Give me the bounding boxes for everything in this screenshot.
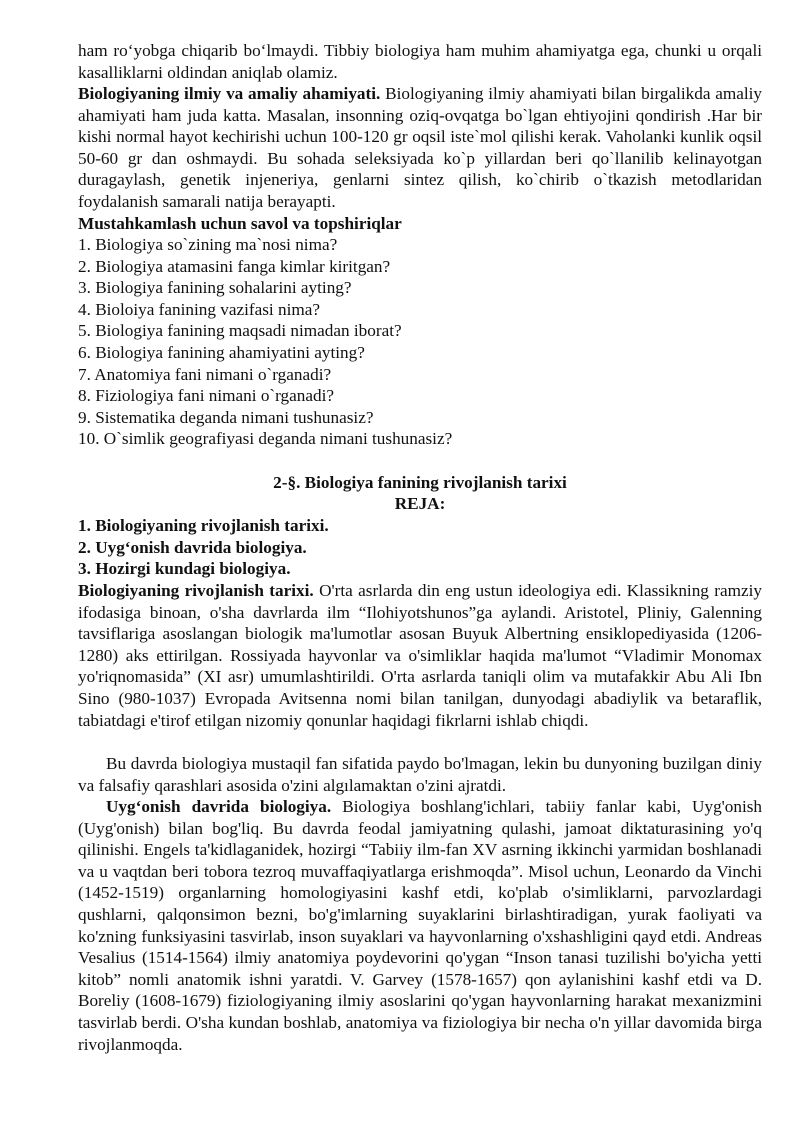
- plan-item: 1. Biologiyaning rivojlanish tarixi.: [78, 516, 329, 535]
- scientific-paragraph: [78, 83, 762, 213]
- section-title: 2-§. Biologiya fanining rivojlanish tarixi: [273, 473, 567, 492]
- period-paragraph: [78, 753, 762, 796]
- history-heading: Biologiyaning rivojlanish tarixi.: [78, 581, 314, 600]
- scientific-heading: Biologiyaning ilmiy va amaliy ahamiyati.: [78, 84, 381, 103]
- question-item: 7. Anatomiya fani nimani o`rganadi?: [78, 364, 332, 384]
- plan-list: [78, 515, 762, 580]
- plan-item: 2. Uyg‘onish davrida biologiya.: [78, 537, 307, 557]
- scientific-text: Biologiyaning ilmiy ahamiyati bilan birgalikda amaliy ahamiyati ham juda katta. Masalan, insonning oziq-ovqatga bo`lgan ehtiyojini qondirish .Har bir kishi normal hayot kechirishi uchun 100-120 gr oqsil iste`mol qilishi kerak. Vaholanki kunlik oqsil 50-60 gr dan oshmaydi. Bu sohada seleksiyada ko`p yillardan beri qo`llanilib kelinayotgan duragaylash, genetik injeneriya, genlarni sintez qilish, ko`chirib o`tkazish metodlaridan foydalanish samarali natija berayapti.: [78, 84, 763, 211]
- questions-list: [78, 234, 762, 450]
- renaissance-text: Biologiya boshlang'ichlari, tabiiy fanlar kabi, Uyg'onish (Uyg'onish) bilan bog'liq. Bu davrda feodal jamiyatning qulashi, jamoat diktaturasining yo'q qilinishi. Engels ta'kidlaganidek, hozirgi “Tabiiy ilm-fan XV asrning ikkinchi yarmidan boshlanadi va u vaqtdan beri tobora tezroq muvaffaqiyatlarga erishmoqda”. Misol uchun, Leonardo da Vinchi (1452-1519) organlarning homologiyasini kashf etdi, ko'plab o'simliklarni, parvozlardagi qushlarni, qalqonsimon bezni, bo'g'imlarning suyaklarini birlashtiradigan, yurak faoliyati va ko'zning funksiyasini tasvirlab, inson suyaklari va hayvonlarning o'xshashligini qayd etdi. Andreas Vesalius (1514-1564) ilmiy anatomiya poydevorini qo'ygan “Inson tanasi tuzilishi bo'yicha yetti kitob” nomli anatomik ishni yaratdi. V. Garvey (1578-1657) qon aylanishini kashf etdi va D. Boreliy (1608-1679) fiziologiyaning ilmiy asoslarini qo'ygan hayvonlarning harakat mexanizmini tasvirlab berdi. O'sha kundan boshlab, anatomiya va fiziologiya bir necha o'n yillar davomida birga rivojlanmoqda.: [78, 797, 763, 1054]
- intro-text: ham ro‘yobga chiqarib bo‘lmaydi. Tibbiy biologiya ham muhim ahamiyatga ega, chunki u orqali kasalliklarni oldindan aniqlab olamiz.: [78, 41, 762, 82]
- questions-heading: Mustahkamlash uchun savol va topshiriqlar: [78, 214, 402, 233]
- renaissance-paragraph: [78, 796, 762, 1055]
- plan-label: REJA:: [394, 494, 446, 513]
- question-item: 10. O`simlik geografiyasi deganda nimani tushunasiz?: [78, 429, 453, 449]
- question-item: 4. Bioloiya fanining vazifasi nima?: [78, 299, 320, 319]
- history-paragraph: [78, 580, 762, 731]
- question-item: 3. Biologiya fanining sohalarini ayting?: [78, 278, 352, 298]
- question-item: 1. Biologiya so`zining ma`nosi nima?: [78, 235, 338, 254]
- history-text: O'rta asrlarda din eng ustun ideologiya edi. Klassikning ramziy ifodasiga binoan, o'sha davrlarda ilm “Ilohiyotshunos”ga aylandi. Aristotel, Pliniy, Galenning tavsiflariga asoslangan biologik ma'lumotlar asosan Buyuk Albertning ensiklopediyasida (1206-1280) aks ettirilgan. Rossiyada hayvonlar va o'simliklar haqida ma'lumot “Vladimir Monomax yo'riqnomasida” (XI asr) umumlashtirildi. O'rta asrlarda taniqli olim va mutafakkir Abu Ali Ibn Sino (980-1037) Evropada Avitsenna nomi bilan tanilgan, dunyodagi abadiylik va betaraflik, tabiatdagi e'tirof etilgan nizomiy qonunlar haqidagi fikrlarni ishlab chiqdi.: [78, 581, 763, 730]
- question-item: 9. Sistematika deganda nimani tushunasiz?: [78, 407, 374, 427]
- question-item: 2. Biologiya atamasini fanga kimlar kiritgan?: [78, 256, 391, 276]
- question-item: 6. Biologiya fanining ahamiyatini ayting?: [78, 342, 365, 362]
- period-text: Bu davrda biologiya mustaqil fan sifatida paydo bo'lmagan, lekin bu dunyoning buzilgan diniy va falsafiy qarashlari asosida o'zini algılamaktan o'zini ajratdi.: [78, 754, 762, 795]
- plan-item: 3. Hozirgi kundagi biologiya.: [78, 559, 291, 579]
- renaissance-heading: Uyg‘onish davrida biologiya.: [106, 797, 332, 816]
- intro-paragraph: [78, 40, 762, 83]
- question-item: 5. Biologiya fanining maqsadi nimadan iborat?: [78, 321, 402, 341]
- question-item: 8. Fiziologiya fani nimani o`rganadi?: [78, 386, 334, 406]
